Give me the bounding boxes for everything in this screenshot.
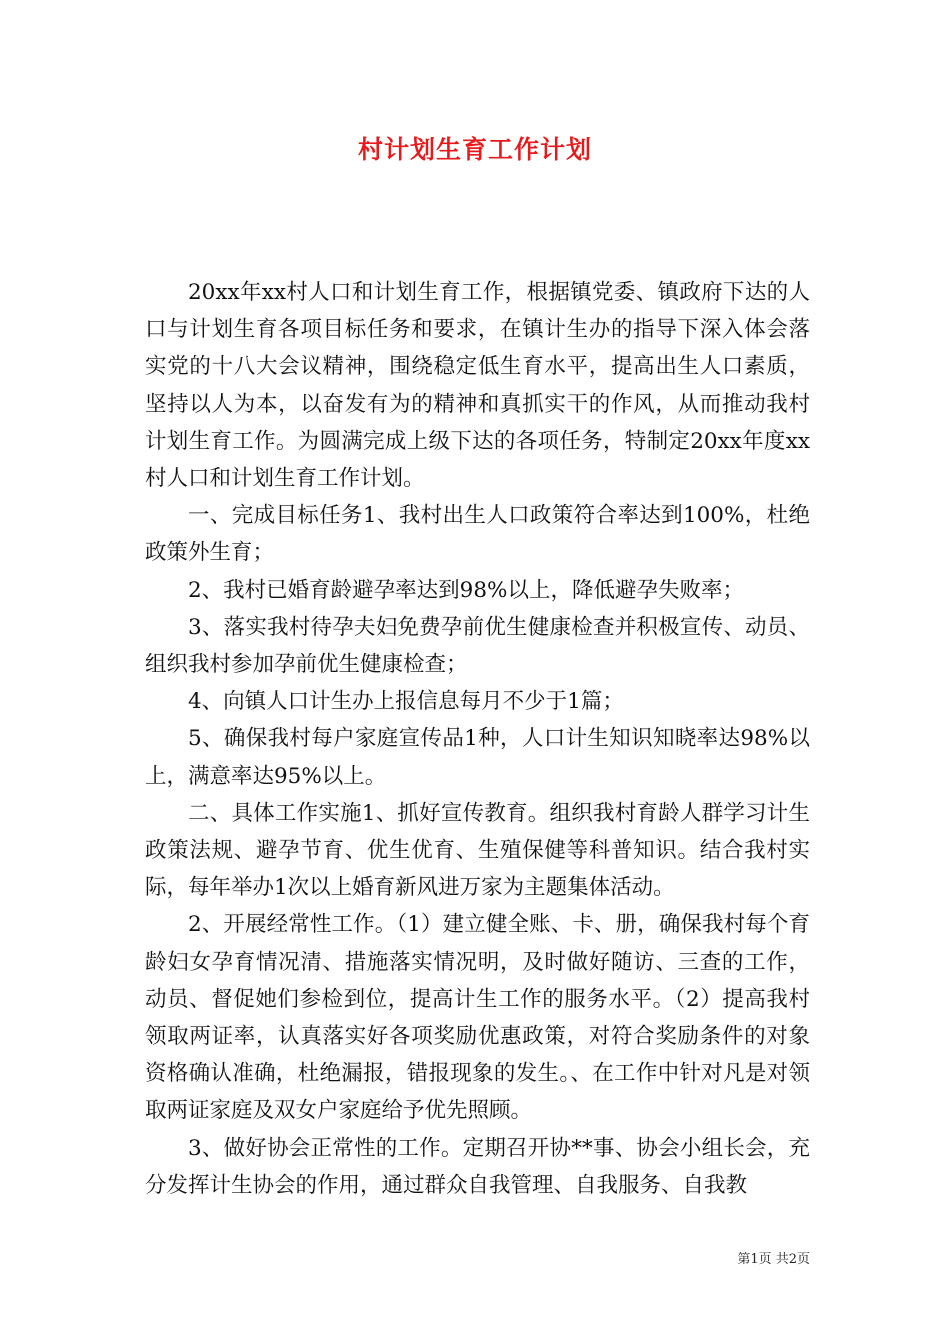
paragraph-goal-3: 3、落实我村待孕夫妇免费孕前优生健康检查并积极宣传、动员、组织我村参加孕前优生健康检查； bbox=[145, 614, 810, 678]
paragraph-implementation-3: 3、做好协会正常性的工作。定期召开协**事、协会小组长会，充分发挥计生协会的作用，通过群众自我管理、自我服务、自我教 bbox=[145, 1135, 810, 1198]
paragraph-implementation-1: 二、具体工作实施1、抓好宣传教育。组织我村育龄人群学习计生政策法规、避孕节育、优生优育、生殖保健等科普知识。结合我村实际，每年举办1次以上婚育新风进万家为主题集体活动。 bbox=[145, 800, 810, 901]
paragraph-goal-5: 5、确保我村每户家庭宣传品1种，人口计生知识知晓率达98%以上，满意率达95%以上。 bbox=[145, 726, 810, 789]
document-body bbox=[145, 274, 810, 1204]
paragraph-goal-1: 一、完成目标任务1、我村出生人口政策符合率达到100%，杜绝政策外生育； bbox=[145, 503, 810, 566]
paragraph-implementation-2: 2、开展经常性工作。（1）建立健全账、卡、册，确保我村每个育龄妇女孕育情况清、措施落实情况明，及时做好随访、三查的工作，动员、督促她们参检到位，提高计生工作的服务水平。（2）提高我村领取两证率，认真落实好各项奖励优惠政策，对符合奖励条件的对象资格确认准确，杜绝漏报，错报现象的发生。、在工作中针对凡是对领取两证家庭及双女户家庭给予优先照顾。 bbox=[145, 912, 810, 1124]
page-indicator: 第1页 共2页 bbox=[737, 1252, 810, 1267]
paragraph-goal-2: 2、我村已婚育龄避孕率达到98%以上，降低避孕失败率； bbox=[188, 577, 744, 603]
paragraph-goal-4: 4、向镇人口计生办上报信息每月不少于1篇； bbox=[188, 689, 624, 715]
document-title: 村计划生育工作计划 bbox=[357, 135, 592, 164]
paragraph-intro: 20xx年xx村人口和计划生育工作，根据镇党委、镇政府下达的人口与计划生育各项目标任务和要求，在镇计生办的指导下深入体会落实党的十八大会议精神，围绕稳定低生育水平，提高出生人口素质，坚持以人为本，以奋发有为的精神和真抓实干的作风，从而推动我村计划生育工作。为圆满完成上级下达的各项任务，特制定20xx年度xx村人口和计划生育工作计划。 bbox=[145, 280, 810, 492]
